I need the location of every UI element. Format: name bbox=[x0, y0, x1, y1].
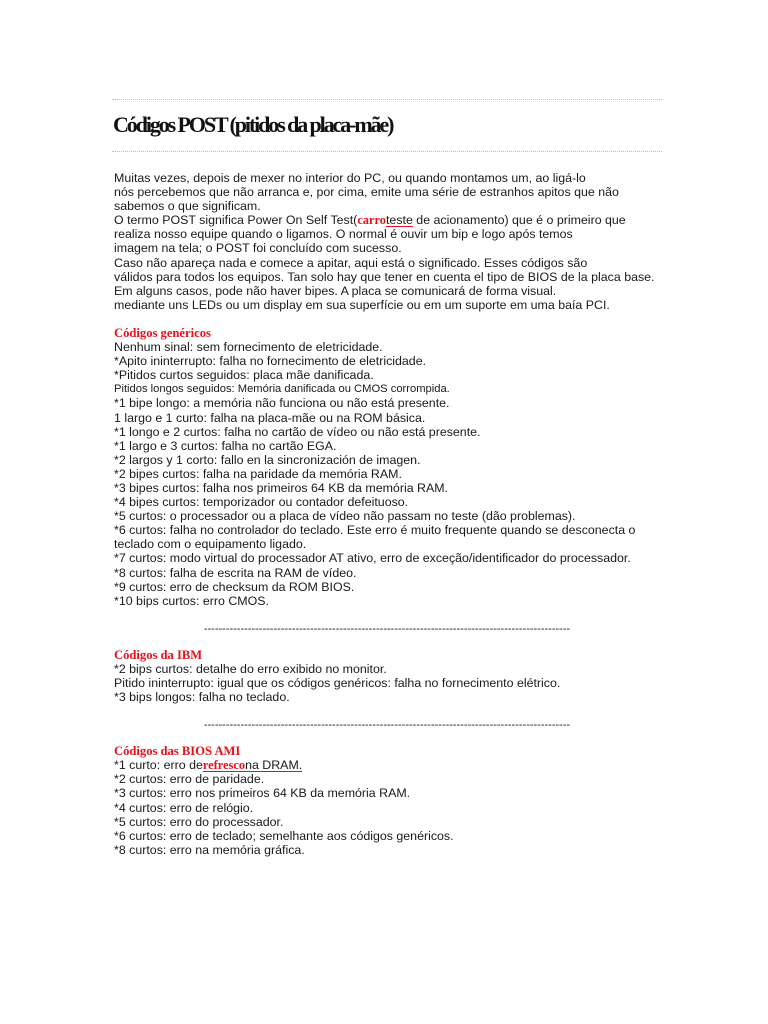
list-item: *5 curtos: erro do processador. bbox=[114, 814, 284, 829]
list-item: *8 curtos: falha de escrita na RAM de vídeo. bbox=[114, 565, 357, 580]
list-item: Nenhum sinal: sem fornecimento de eletricidade. bbox=[114, 340, 383, 355]
title-dotted-rule bbox=[112, 151, 662, 152]
list-item: *2 curtos: erro de paridade. bbox=[114, 772, 265, 787]
intro-text: O termo POST significa Power On Self Test( bbox=[114, 213, 358, 228]
ami-codes-list bbox=[114, 758, 674, 857]
list-item: *1 bipe longo: a memória não funciona ou não está presente. bbox=[114, 396, 450, 411]
list-item: *4 bipes curtos: temporizador ou contador defeituoso. bbox=[114, 495, 409, 510]
section-heading-generic: Códigos genéricos bbox=[114, 325, 211, 340]
list-item: *8 curtos: erro na memória gráfica. bbox=[114, 842, 305, 857]
list-item: *3 bips longos: falha no teclado. bbox=[114, 690, 290, 705]
intro-line: mediante uns LEDs ou um display em sua superfície ou em um suporte em uma baía PCI. bbox=[114, 297, 610, 312]
list-item: *2 bipes curtos: falha na paridade da memória RAM. bbox=[114, 466, 402, 481]
list-item: teclado com o equipamento ligado. bbox=[114, 537, 307, 552]
dash-divider: ---------------------------------------------------------------------------------------------------- bbox=[203, 719, 571, 732]
list-item bbox=[114, 758, 674, 772]
dash-divider: ---------------------------------------------------------------------------------------------------- bbox=[203, 622, 571, 635]
list-item: *5 curtos: o processador ou a placa de vídeo não passam no teste (dão problemas). bbox=[114, 509, 576, 524]
list-item: *10 bips curtos: erro CMOS. bbox=[114, 593, 269, 608]
intro-line-post bbox=[114, 213, 674, 227]
list-item: *9 curtos: erro de checksum da ROM BIOS. bbox=[114, 579, 355, 594]
ami-text: na DRAM. bbox=[245, 758, 303, 773]
list-item: *7 curtos: modo virtual do processador AT ativo, erro de exceção/identificador do processador. bbox=[114, 551, 631, 566]
list-item: Pitidos longos seguidos: Memória danificada ou CMOS corrompida. bbox=[114, 383, 450, 396]
list-item: *1 largo e 3 curtos: falha no cartão EGA. bbox=[114, 438, 337, 453]
intro-line: válidos para todos los equipos. Tan solo hay que tener en cuenta el tipo de BIOS de la placa base. bbox=[114, 269, 655, 284]
intro-line: Caso não apareça nada e comece a apitar, aqui está o significado. Esses códigos são bbox=[114, 255, 588, 270]
intro-text: de acionamento) que é o primeiro que bbox=[412, 213, 626, 228]
list-item: *3 curtos: erro nos primeiros 64 KB da memória RAM. bbox=[114, 786, 411, 801]
intro-line: imagem na tela; o POST foi concluído com sucesso. bbox=[114, 241, 402, 256]
list-item: 1 largo e 1 curto: falha na placa-mãe ou na ROM básica. bbox=[114, 410, 426, 425]
intro-line: Em alguns casos, pode não haver bipes. A placa se comunicará de forma visual. bbox=[114, 283, 557, 298]
list-item: *Apito ininterrupto: falha no fornecimento de eletricidade. bbox=[114, 354, 427, 369]
top-dotted-rule bbox=[112, 99, 662, 100]
article-body bbox=[114, 171, 674, 857]
ami-text: *1 curto: erro de bbox=[114, 758, 203, 773]
list-item: *6 curtos: falha no controlador do teclado. Este erro é muito frequente quando se desconecta o bbox=[114, 523, 636, 538]
spellcheck-word: teste bbox=[385, 213, 413, 228]
intro-line: realiza nosso equipe quando o ligamos. O normal é ouvir um bip e logo após temos bbox=[114, 227, 573, 242]
intro-line: nós percebemos que não arranca e, por cima, emite uma série de estranhos apitos que não bbox=[114, 185, 619, 200]
list-item: *2 largos y 1 corto: fallo en la sincronización de imagen. bbox=[114, 452, 421, 467]
intro-paragraph bbox=[114, 171, 674, 312]
section-heading-ibm: Códigos da IBM bbox=[114, 647, 203, 662]
list-item: *2 bips curtos: detalhe do erro exibido no monitor. bbox=[114, 661, 387, 676]
page-title: Códigos POST (pitidos da placa-mãe) bbox=[113, 112, 393, 137]
list-item: *4 curtos: erro de relógio. bbox=[114, 800, 254, 815]
list-item: Pitido ininterrupto: igual que os códigos genéricos: falha no fornecimento elétrico. bbox=[114, 676, 561, 690]
intro-line: sabemos o que significam. bbox=[114, 199, 261, 214]
list-item: *Pitidos curtos seguidos: placa mãe danificada. bbox=[114, 368, 374, 383]
list-item: *1 longo e 2 curtos: falha no cartão de vídeo ou não está presente. bbox=[114, 424, 481, 439]
generic-codes-list bbox=[114, 340, 674, 608]
highlighted-word: carro bbox=[357, 213, 386, 228]
list-item: *6 curtos: erro de teclado; semelhante aos códigos genéricos. bbox=[114, 828, 454, 843]
highlighted-word: refresco bbox=[202, 758, 246, 773]
list-item: *3 bipes curtos: falha nos primeiros 64 KB da memória RAM. bbox=[114, 480, 449, 495]
ibm-codes-list bbox=[114, 662, 674, 704]
intro-line: Muitas vezes, depois de mexer no interior do PC, ou quando montamos um, ao ligá-lo bbox=[114, 171, 586, 185]
section-heading-ami: Códigos das BIOS AMI bbox=[114, 744, 241, 759]
